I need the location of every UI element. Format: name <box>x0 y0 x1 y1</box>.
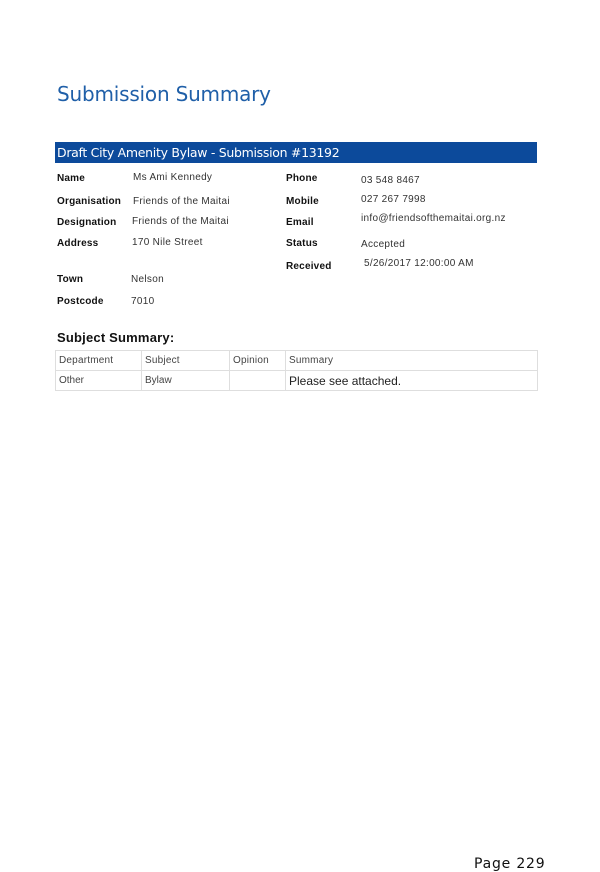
name-value: Ms Ami Kennedy <box>133 172 213 183</box>
status-value: Accepted <box>361 239 406 250</box>
opinion-cell <box>230 371 286 391</box>
name-label: Name <box>57 173 86 184</box>
submission-banner: Draft City Amenity Bylaw - Submission #13192 <box>55 142 537 163</box>
table-header-row <box>56 351 538 371</box>
phone-label: Phone <box>286 173 318 184</box>
column-header-summary: Summary <box>286 351 538 371</box>
page-number: Page 229 <box>474 856 546 872</box>
designation-value: Friends of the Maitai <box>132 216 229 227</box>
address-value: 170 Nile Street <box>132 237 203 248</box>
phone-value: 03 548 8467 <box>361 175 420 186</box>
address-label: Address <box>57 238 99 249</box>
received-value: 5/26/2017 12:00:00 AM <box>364 258 474 269</box>
town-label: Town <box>57 274 84 285</box>
mobile-value: 027 267 7998 <box>361 194 426 205</box>
town-value: Nelson <box>131 274 164 285</box>
status-label: Status <box>286 238 318 249</box>
page-title: Submission Summary <box>57 82 271 106</box>
postcode-label: Postcode <box>57 296 104 307</box>
designation-label: Designation <box>57 217 117 228</box>
column-header-subject: Subject <box>142 351 230 371</box>
email-label: Email <box>286 217 314 228</box>
mobile-label: Mobile <box>286 196 319 207</box>
subject-summary-heading: Subject Summary: <box>57 330 175 345</box>
organisation-label: Organisation <box>57 196 122 207</box>
email-value: info@friendsofthemaitai.org.nz <box>361 213 506 224</box>
column-header-department: Department <box>56 351 142 371</box>
table-row <box>56 371 538 391</box>
summary-cell: Please see attached. <box>286 371 538 391</box>
department-cell: Other <box>56 371 142 391</box>
postcode-value: 7010 <box>131 296 155 307</box>
subject-cell: Bylaw <box>142 371 230 391</box>
column-header-opinion: Opinion <box>230 351 286 371</box>
organisation-value: Friends of the Maitai <box>133 196 230 207</box>
subject-summary-table <box>55 350 538 391</box>
received-label: Received <box>286 261 332 272</box>
